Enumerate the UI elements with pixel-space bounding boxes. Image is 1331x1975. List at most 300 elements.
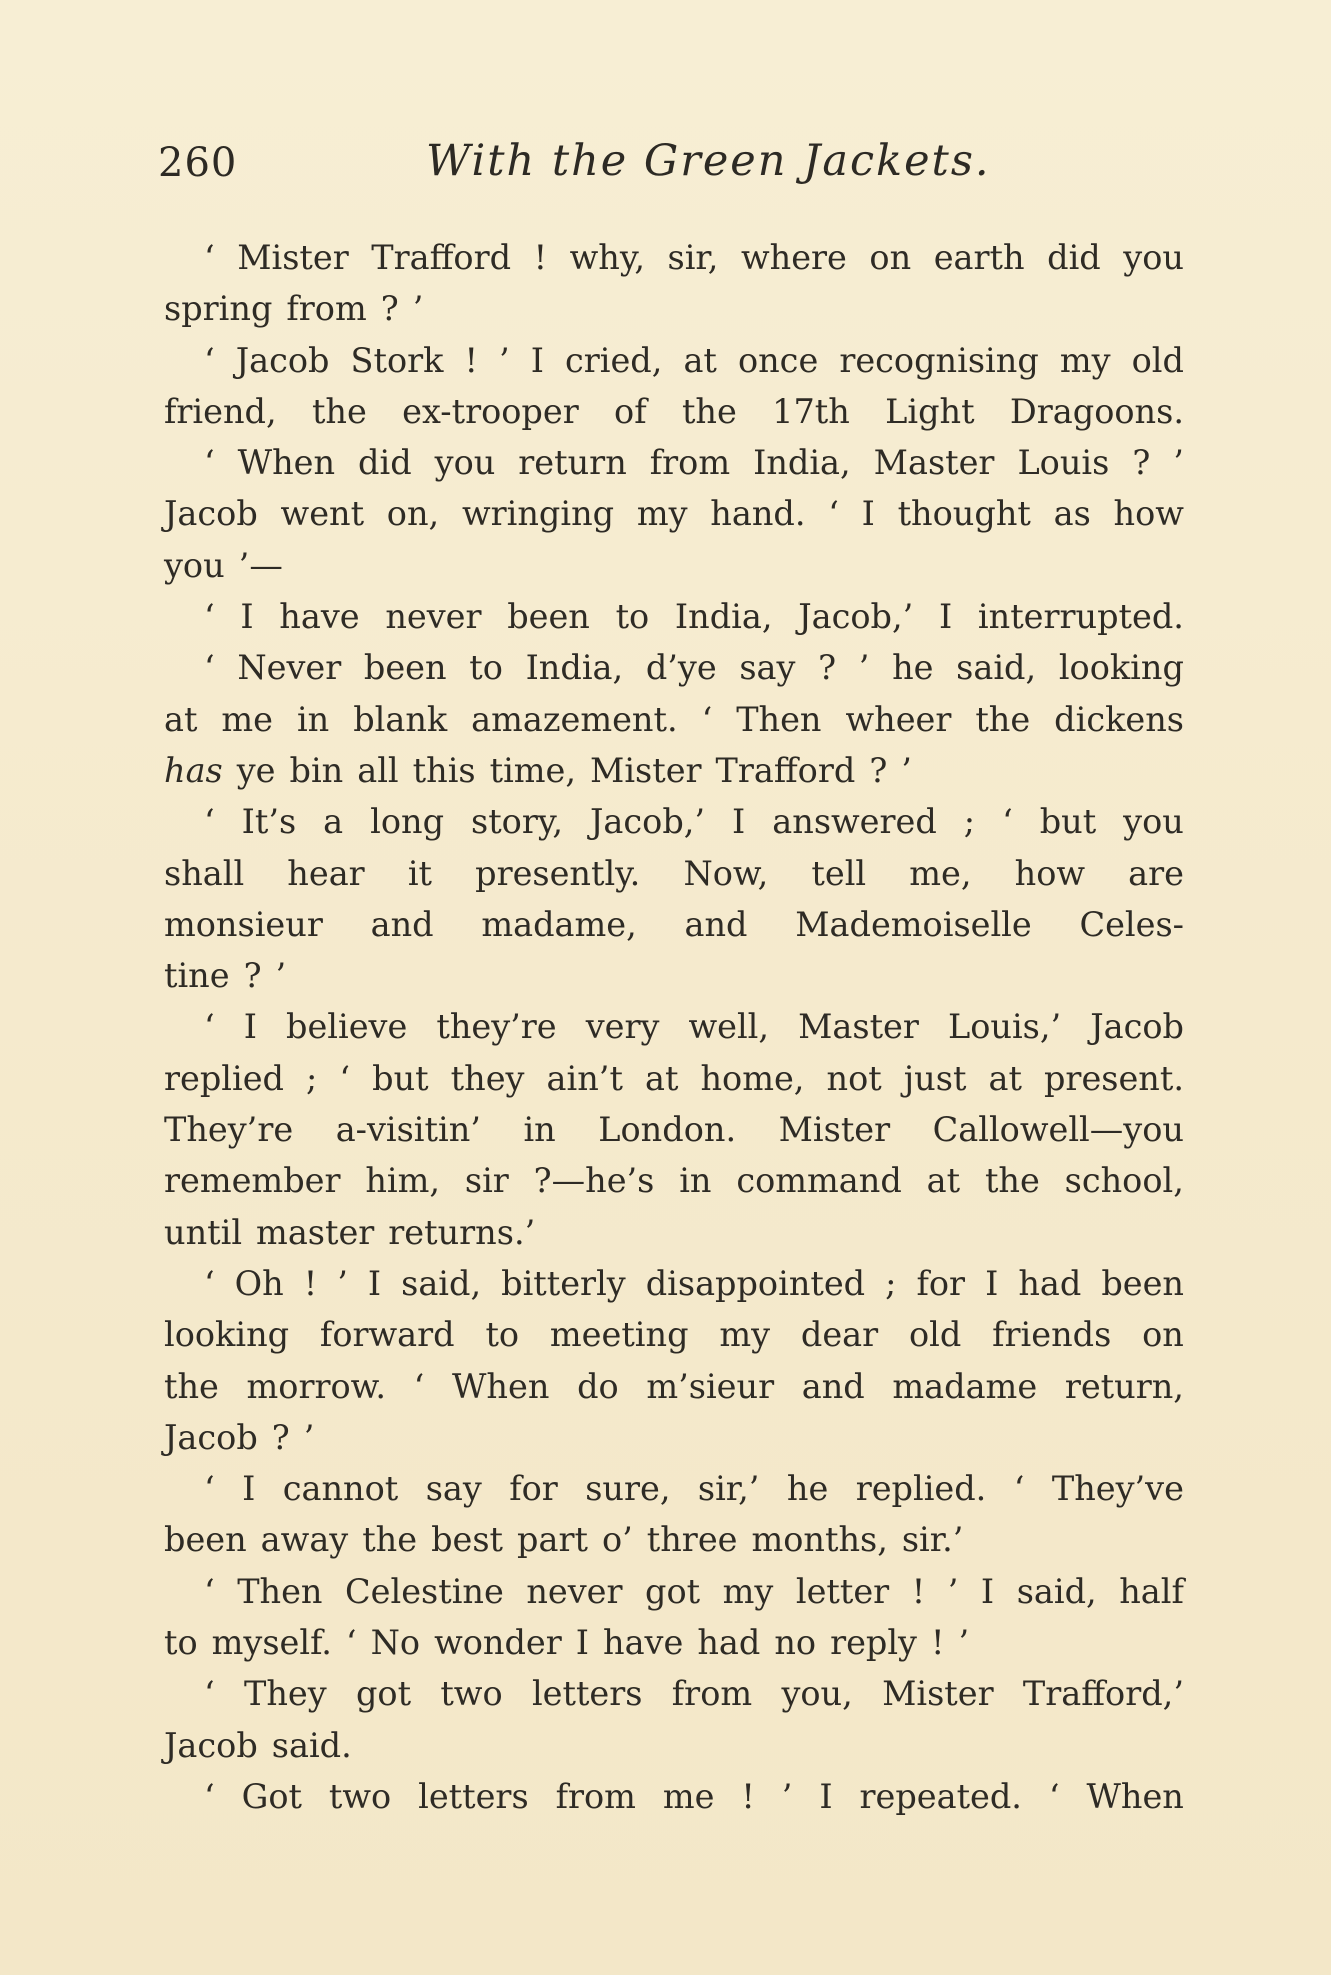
- word: I: [819, 1776, 833, 1816]
- word: do: [577, 1366, 619, 1406]
- word: India,: [674, 597, 773, 637]
- word: my: [719, 1315, 771, 1355]
- word: got: [355, 1674, 412, 1714]
- word: Oh: [234, 1263, 284, 1303]
- word: school,: [1064, 1161, 1184, 1201]
- word: said,: [956, 648, 1037, 688]
- word: !: [303, 1263, 318, 1303]
- word: return: [518, 443, 627, 483]
- word: Trafford,’: [1022, 1674, 1184, 1714]
- word: ’: [499, 340, 510, 380]
- word: the: [975, 699, 1031, 739]
- word: my: [1059, 340, 1111, 380]
- text-line: [164, 1053, 1184, 1104]
- word: morrow.: [246, 1366, 387, 1406]
- word: ‘: [701, 699, 713, 739]
- word: me: [221, 699, 273, 739]
- word: Master: [873, 443, 995, 483]
- text-line: [164, 1720, 1184, 1771]
- word: !: [464, 340, 478, 380]
- word: no: [774, 1623, 817, 1663]
- text-line: [164, 848, 1184, 899]
- word: repeated.: [859, 1776, 1022, 1816]
- word: India,: [525, 648, 624, 688]
- word: ‘: [204, 1263, 215, 1303]
- word: I: [732, 802, 746, 842]
- word: story,: [471, 802, 563, 842]
- word: shall: [164, 853, 245, 893]
- word: ‘: [204, 238, 215, 277]
- word: Then: [736, 699, 822, 739]
- word: !: [911, 1571, 926, 1611]
- word: they’re: [436, 1007, 557, 1047]
- word: I: [242, 1469, 256, 1509]
- word: ‘: [204, 802, 215, 842]
- word: Trafford: [715, 750, 856, 790]
- word: I: [861, 494, 875, 534]
- word: ?: [271, 1417, 290, 1457]
- word: Mister: [882, 1674, 994, 1714]
- word: sir.’: [901, 1520, 964, 1560]
- word: old: [908, 1315, 962, 1355]
- word: returns.’: [388, 1212, 536, 1252]
- word: madame,: [481, 904, 637, 944]
- word: replied.: [855, 1469, 987, 1509]
- word: ’—: [238, 545, 283, 585]
- word: ’: [303, 1417, 315, 1457]
- word: ’: [412, 289, 424, 329]
- word: remember: [164, 1161, 341, 1201]
- word: the: [362, 1520, 418, 1560]
- word: letters: [418, 1776, 529, 1816]
- word: to: [485, 1315, 520, 1355]
- word: master: [256, 1212, 375, 1252]
- word: you: [434, 443, 496, 483]
- text-line: [164, 1412, 1184, 1463]
- word: hear: [287, 853, 365, 893]
- word: blank: [353, 699, 448, 739]
- word: ex-trooper: [402, 391, 579, 431]
- word: ‘: [204, 1674, 215, 1714]
- text-line: [164, 488, 1184, 539]
- word: to: [469, 648, 503, 688]
- text-line: [164, 745, 1184, 796]
- word: had: [1018, 1263, 1082, 1303]
- text-line: [164, 335, 1184, 386]
- word: ‘: [1048, 1776, 1060, 1816]
- word: been: [164, 1520, 247, 1560]
- word: never: [526, 1571, 623, 1611]
- word: on: [1142, 1315, 1184, 1355]
- word: hand.: [710, 494, 806, 534]
- text-line: [164, 591, 1184, 642]
- word: disappointed: [645, 1263, 866, 1303]
- word: presently.: [475, 853, 641, 893]
- word: my: [722, 1571, 774, 1611]
- word: Stork: [350, 340, 444, 380]
- word: just: [903, 1058, 967, 1098]
- word: time,: [489, 750, 577, 790]
- word: best: [431, 1520, 504, 1560]
- word: ?: [818, 648, 837, 688]
- word: I: [938, 597, 953, 637]
- word: sir,: [667, 238, 719, 277]
- word: and: [684, 904, 748, 944]
- word: where: [740, 238, 847, 277]
- word: home,: [700, 1058, 805, 1098]
- text-line: [164, 1463, 1184, 1514]
- word: ’: [901, 750, 912, 790]
- word: on,: [386, 494, 440, 534]
- word: cannot: [282, 1469, 399, 1509]
- word: Jacob: [1090, 1007, 1184, 1047]
- word: on: [869, 238, 912, 277]
- word: to: [615, 597, 650, 637]
- word: When: [1086, 1776, 1184, 1816]
- word: friends: [992, 1315, 1112, 1355]
- word: from: [671, 1674, 753, 1714]
- word: myself.: [211, 1623, 332, 1663]
- word: Louis,’: [947, 1007, 1062, 1047]
- text-line: [164, 283, 1184, 334]
- text-line: [164, 796, 1184, 847]
- word: have: [603, 1623, 684, 1663]
- word: all: [357, 750, 399, 790]
- word: ’: [781, 1776, 793, 1816]
- word: are: [1128, 853, 1184, 893]
- word: recognising: [839, 340, 1039, 380]
- word: They’ve: [1051, 1469, 1184, 1509]
- word: he: [786, 1469, 829, 1509]
- word: ‘: [1013, 1469, 1025, 1509]
- word: me: [662, 1776, 715, 1816]
- word: been: [363, 648, 447, 688]
- word: ‘: [413, 1366, 425, 1406]
- word: When: [451, 1366, 550, 1406]
- word: London.: [598, 1110, 737, 1150]
- word: until: [164, 1212, 243, 1252]
- word: ?—he’s: [533, 1161, 655, 1201]
- word: ’: [337, 1263, 348, 1303]
- word: Jacob,’: [798, 597, 914, 637]
- word: the: [311, 391, 367, 431]
- word: !: [741, 1776, 755, 1816]
- word: ‘: [339, 1058, 351, 1098]
- word: Then: [237, 1571, 323, 1611]
- text-line: [164, 1771, 1184, 1822]
- word: how: [1014, 853, 1086, 893]
- word: India,: [753, 443, 851, 483]
- word: I: [530, 340, 544, 380]
- word: dear: [800, 1315, 879, 1355]
- word: d’ye: [645, 648, 717, 688]
- text-line: [164, 386, 1184, 437]
- word: ‘: [204, 1007, 215, 1047]
- text-line: [164, 437, 1184, 488]
- word: this: [412, 750, 476, 790]
- word: but: [1039, 802, 1097, 842]
- word: and: [370, 904, 434, 944]
- word: say: [739, 648, 796, 688]
- word: looking: [164, 1315, 290, 1355]
- word: once: [737, 340, 819, 380]
- text-line: [164, 1104, 1184, 1155]
- word: for: [509, 1469, 558, 1509]
- word: of: [614, 391, 647, 431]
- word: a: [323, 802, 344, 842]
- word: not: [826, 1058, 882, 1098]
- word: return,: [1064, 1366, 1184, 1406]
- word: half: [1119, 1571, 1184, 1611]
- word: Mademoiselle: [795, 904, 1032, 944]
- word: three: [646, 1520, 738, 1560]
- text-line: [164, 1155, 1184, 1206]
- word: have: [279, 597, 360, 637]
- word: o’: [601, 1520, 633, 1560]
- word: said.: [271, 1725, 352, 1765]
- word: ’: [947, 1571, 959, 1611]
- word: ’: [1173, 443, 1184, 483]
- word: Celestine: [345, 1571, 504, 1611]
- text-line: [164, 1309, 1184, 1360]
- word: ’: [275, 956, 287, 996]
- word: from: [286, 289, 367, 329]
- word: 17th: [772, 391, 850, 431]
- word: me,: [909, 853, 972, 893]
- word: wonder: [434, 1623, 562, 1663]
- text-line: [164, 1668, 1184, 1719]
- word: why,: [569, 238, 645, 277]
- word: ‘: [204, 340, 215, 380]
- word: looking: [1058, 648, 1184, 688]
- word: sir,’: [697, 1469, 760, 1509]
- word: from: [649, 443, 731, 483]
- text-line: [164, 694, 1184, 745]
- word: ?: [1132, 443, 1151, 483]
- word: Mister: [778, 1110, 891, 1150]
- word: from: [555, 1776, 636, 1816]
- word: ain’t: [546, 1058, 623, 1098]
- word: thought: [897, 494, 1031, 534]
- word: very: [585, 1007, 660, 1047]
- word: Jacob: [164, 1725, 258, 1765]
- text-line: [164, 899, 1184, 950]
- word: It’s: [241, 802, 297, 842]
- word: No: [370, 1623, 421, 1663]
- word: They’re: [164, 1110, 294, 1150]
- word: been: [507, 597, 590, 637]
- text-line: [164, 1514, 1184, 1565]
- word: m’sieur: [646, 1366, 775, 1406]
- word: you,: [781, 1674, 853, 1714]
- word: a-visitin’: [335, 1110, 481, 1150]
- word: sure,: [585, 1469, 671, 1509]
- word: it: [407, 853, 432, 893]
- word: I: [367, 1263, 382, 1303]
- word: bitterly: [501, 1263, 626, 1303]
- word: Never: [237, 648, 342, 688]
- word: ‘: [345, 1623, 357, 1663]
- word: he: [892, 648, 934, 688]
- word: months,: [751, 1520, 888, 1560]
- word: Louis: [1017, 443, 1110, 483]
- word: spring: [164, 289, 273, 329]
- word: long: [370, 802, 445, 842]
- word: the: [681, 391, 737, 431]
- word: madame: [892, 1366, 1038, 1406]
- word: him,: [365, 1161, 441, 1201]
- word: Callowell—you: [932, 1110, 1184, 1150]
- word: at: [988, 1058, 1022, 1098]
- word: ;: [306, 1058, 318, 1098]
- word: part: [517, 1520, 588, 1560]
- word: as: [1053, 494, 1091, 534]
- word: monsieur: [164, 904, 323, 944]
- word: sir: [464, 1161, 509, 1201]
- word: two: [440, 1674, 503, 1714]
- word: Mister: [237, 238, 349, 277]
- running-title: With the Green Jackets.: [426, 136, 991, 186]
- word: did: [358, 443, 412, 483]
- word: say: [425, 1469, 482, 1509]
- word: well,: [688, 1007, 770, 1047]
- page-header: [158, 136, 1188, 200]
- word: present.: [1043, 1058, 1184, 1098]
- word: command: [736, 1161, 902, 1201]
- word: ?: [243, 956, 262, 996]
- word: never: [385, 597, 482, 637]
- word: ‘: [1002, 802, 1013, 842]
- word: you: [1123, 802, 1184, 842]
- word: been: [1101, 1263, 1184, 1303]
- text-line: [164, 1207, 1184, 1258]
- text-line: [164, 232, 1184, 283]
- word: away: [260, 1520, 349, 1560]
- word: I: [985, 1263, 999, 1303]
- text-line: [164, 1361, 1184, 1412]
- word: ‘: [204, 443, 215, 483]
- text-line: [164, 950, 1184, 1001]
- body-text: [164, 232, 1184, 1822]
- word: Jacob: [235, 340, 330, 380]
- word: ’: [858, 648, 870, 688]
- word: ;: [885, 1263, 897, 1303]
- word: Light: [885, 391, 975, 431]
- word: you: [1123, 238, 1184, 277]
- text-line: [164, 1617, 1184, 1668]
- word: said,: [401, 1263, 482, 1303]
- word: said,: [1016, 1571, 1097, 1611]
- text-line: [164, 642, 1184, 693]
- word: Trafford: [371, 238, 512, 277]
- word: ‘: [204, 1469, 215, 1509]
- word: amazement.: [471, 699, 678, 739]
- word: ?: [380, 289, 399, 329]
- word: meeting: [549, 1315, 689, 1355]
- word: I: [980, 1571, 995, 1611]
- word: did: [1047, 238, 1101, 277]
- word: to: [164, 1623, 198, 1663]
- word: old: [1131, 340, 1184, 380]
- word: how: [1113, 494, 1184, 534]
- word: in: [679, 1161, 712, 1201]
- word: Jacob: [164, 494, 258, 534]
- word: ’: [958, 1623, 970, 1663]
- word: at: [683, 340, 717, 380]
- word: but: [372, 1058, 429, 1098]
- word: Dragoons.: [1009, 391, 1184, 431]
- word: Celes-: [1079, 904, 1184, 944]
- word: at: [644, 1058, 679, 1098]
- word: replied: [164, 1058, 284, 1098]
- word: you: [164, 545, 225, 585]
- word: bin: [289, 750, 344, 790]
- word: letter: [795, 1571, 890, 1611]
- word: went: [280, 494, 365, 534]
- word: ?: [869, 750, 888, 790]
- word: !: [533, 238, 548, 277]
- word: interrupted.: [977, 597, 1184, 637]
- word: in: [296, 699, 330, 739]
- word: tell: [811, 853, 867, 893]
- word: the: [164, 1366, 219, 1406]
- word: forward: [319, 1315, 455, 1355]
- word: my: [636, 494, 688, 534]
- word: cried,: [564, 340, 663, 380]
- word: Jacob,’: [589, 802, 706, 842]
- page-number: 260: [158, 140, 238, 186]
- word: the: [984, 1161, 1040, 1201]
- word: ‘: [828, 494, 839, 534]
- word: believe: [286, 1007, 408, 1047]
- word: earth: [933, 238, 1025, 277]
- word: at: [926, 1161, 961, 1201]
- word: for: [916, 1263, 966, 1303]
- word: I: [575, 1623, 589, 1663]
- word: Mister: [590, 750, 702, 790]
- word: ‘: [204, 597, 215, 637]
- text-line: [164, 1566, 1184, 1617]
- word: tine: [164, 956, 230, 996]
- word: they: [450, 1058, 525, 1098]
- word: has: [164, 750, 223, 790]
- word: Got: [241, 1776, 302, 1816]
- word: got: [645, 1571, 701, 1611]
- word: Jacob: [164, 1417, 258, 1457]
- word: ‘: [204, 648, 215, 688]
- word: answered: [772, 802, 937, 842]
- word: Master: [798, 1007, 919, 1047]
- word: dickens: [1054, 699, 1184, 739]
- word: ye: [236, 750, 276, 790]
- word: Now,: [683, 853, 769, 893]
- word: ‘: [204, 1776, 215, 1816]
- word: They: [243, 1674, 327, 1714]
- word: !: [931, 1623, 945, 1663]
- word: friend,: [164, 391, 277, 431]
- word: at: [164, 699, 198, 739]
- word: I: [243, 1007, 257, 1047]
- text-line: [164, 1001, 1184, 1052]
- word: ;: [963, 802, 976, 842]
- text-line: [164, 540, 1184, 591]
- word: When: [237, 443, 336, 483]
- word: reply: [830, 1623, 917, 1663]
- word: had: [697, 1623, 761, 1663]
- word: I: [240, 597, 254, 637]
- text-line: [164, 1258, 1184, 1309]
- word: wringing: [461, 494, 615, 534]
